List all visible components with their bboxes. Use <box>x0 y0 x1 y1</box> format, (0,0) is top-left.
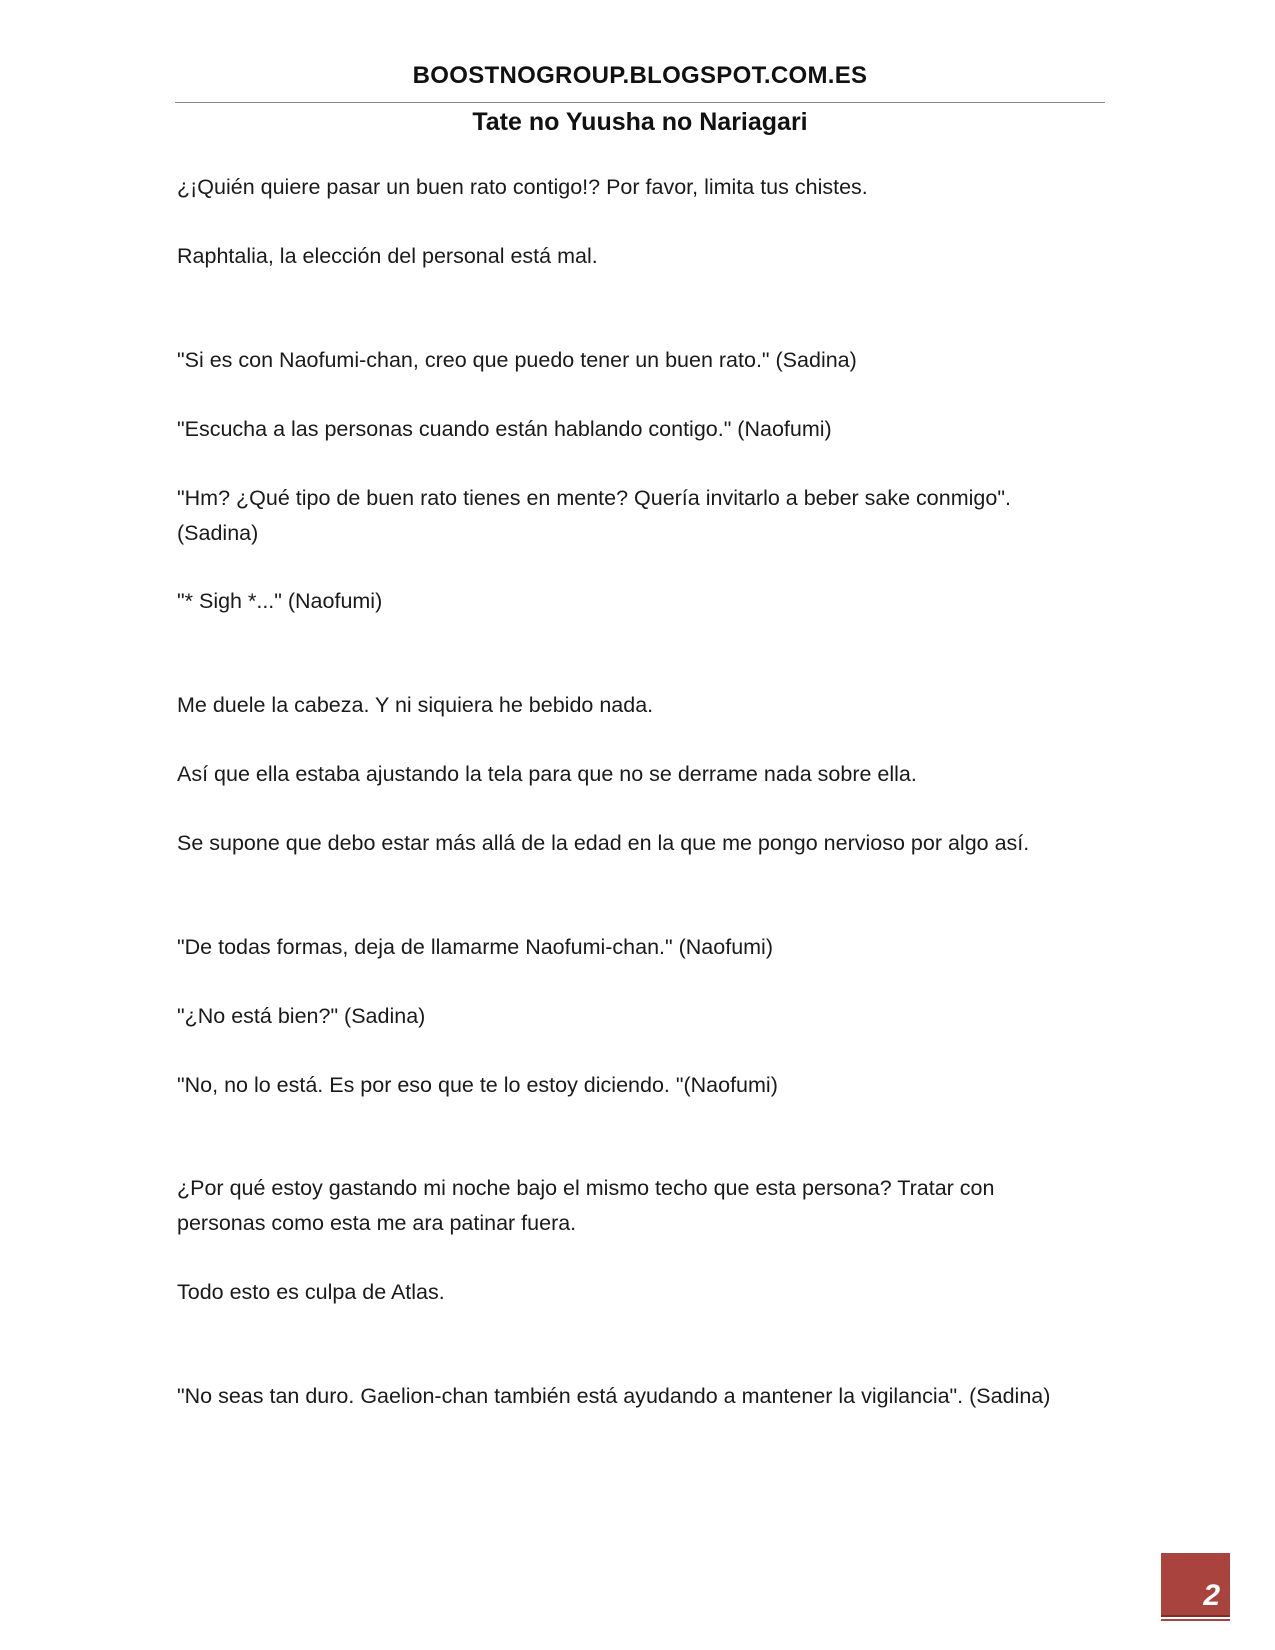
paragraph-7: Me duele la cabeza. Y ni siquiera he bebido nada. <box>177 693 654 717</box>
paragraph-9: Se supone que debo estar más allá de la edad en la que me pongo nervioso por algo así. <box>177 831 1030 855</box>
page-badge-underline <box>1161 1619 1230 1621</box>
site-header: BOOSTNOGROUP.BLOGSPOT.COM.ES <box>412 62 868 89</box>
page-number-badge <box>1161 1553 1230 1617</box>
paragraph-14: Todo esto es culpa de Atlas. <box>177 1280 445 1304</box>
paragraph-13: ¿Por qué estoy gastando mi noche bajo el mismo techo que esta persona? Tratar con personas como esta me ara patinar fuera. <box>177 1176 995 1235</box>
document-title: Tate no Yuusha no Nariagari <box>472 108 808 136</box>
paragraph-15: "No seas tan duro. Gaelion-chan también está ayudando a mantener la vigilancia". (Sadina) <box>177 1384 1051 1408</box>
paragraph-5: "Hm? ¿Qué tipo de buen rato tienes en mente? Quería invitarlo a beber sake conmigo". (Sadina) <box>177 486 1011 545</box>
page-number: 2 <box>1203 1579 1220 1612</box>
header-divider <box>175 102 1105 103</box>
paragraph-8: Así que ella estaba ajustando la tela para que no se derrame nada sobre ella. <box>177 762 917 786</box>
paragraph-4: "Escucha a las personas cuando están hablando contigo." (Naofumi) <box>177 417 832 441</box>
paragraph-12: "No, no lo está. Es por eso que te lo estoy diciendo. "(Naofumi) <box>177 1073 778 1097</box>
paragraph-1: ¿¡Quién quiere pasar un buen rato contigo!? Por favor, limita tus chistes. <box>177 175 868 199</box>
paragraph-11: "¿No está bien?" (Sadina) <box>177 1004 426 1028</box>
paragraph-10: "De todas formas, deja de llamarme Naofumi-chan." (Naofumi) <box>177 935 773 959</box>
paragraph-2: Raphtalia, la elección del personal está mal. <box>177 244 598 268</box>
paragraph-6: "* Sigh *..." (Naofumi) <box>177 589 383 613</box>
paragraph-3: "Si es con Naofumi-chan, creo que puedo tener un buen rato." (Sadina) <box>177 348 857 372</box>
